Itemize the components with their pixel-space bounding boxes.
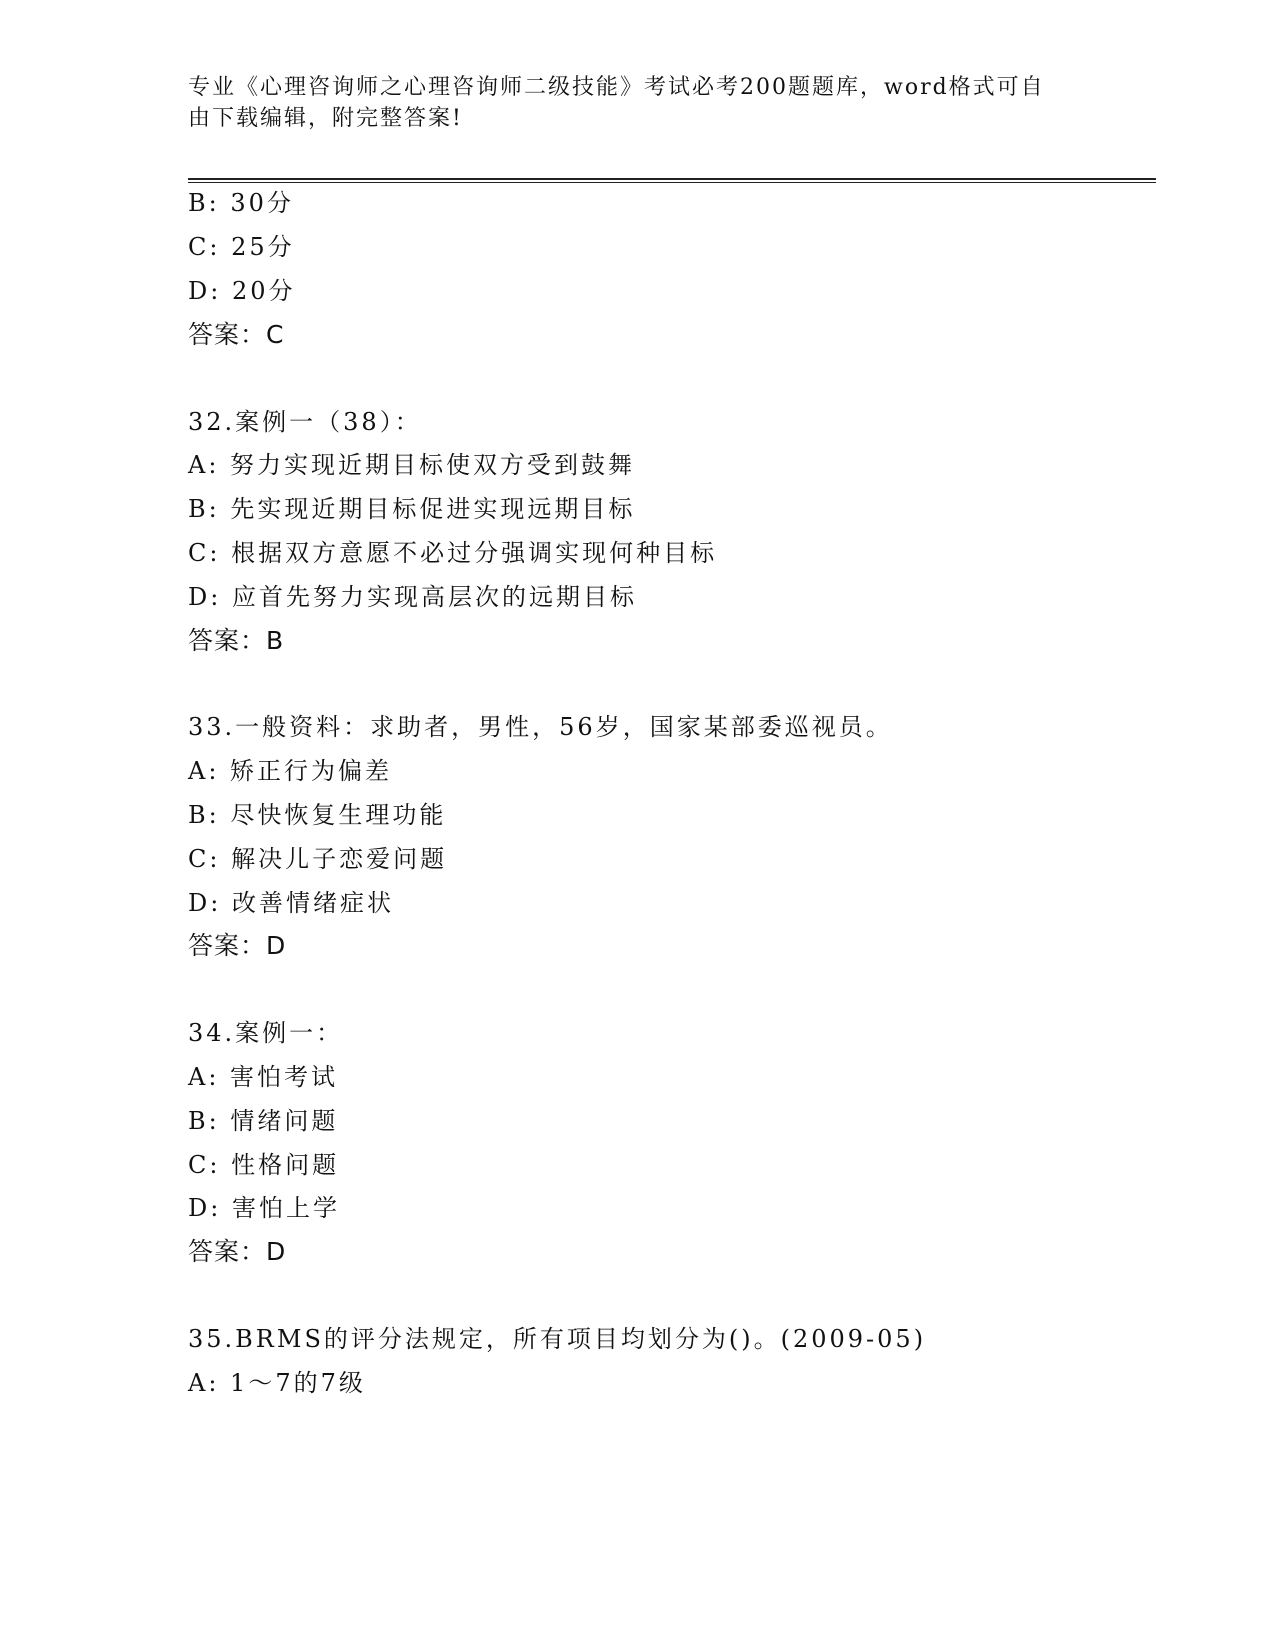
answer-line: 答案：D: [188, 931, 287, 960]
question-33: 33.一般资料：求助者，男性，56岁，国家某部委巡视员。: [188, 713, 893, 741]
option-a: A: 矫正行为偏差: [188, 757, 393, 785]
option-c: C: 性格问题: [188, 1151, 340, 1179]
header-divider: [188, 178, 1156, 183]
option-c: C: 根据双方意愿不必过分强调实现何种目标: [188, 539, 718, 567]
option-b: B: 30分: [188, 189, 294, 217]
document-header: 专业《心理咨询师之心理咨询师二级技能》考试必考200题题库，word格式可自由下载编辑，附完整答案!: [188, 75, 1045, 131]
option-a: A: 1～7的7级: [188, 1369, 366, 1397]
answer-line: 答案：C: [188, 320, 285, 349]
answer-line: 答案：D: [188, 1237, 287, 1266]
question-34: 34.案例一：: [188, 1019, 344, 1047]
option-a: A: 害怕考试: [188, 1063, 339, 1091]
option-a: A: 努力实现近期目标使双方受到鼓舞: [188, 451, 636, 479]
option-b: B: 情绪问题: [188, 1107, 339, 1135]
option-d: D: 害怕上学: [188, 1194, 340, 1222]
option-c: C: 解决儿子恋爱问题: [188, 845, 448, 873]
option-d: D: 20分: [188, 277, 296, 305]
option-d: D: 应首先努力实现高层次的远期目标: [188, 583, 637, 611]
option-c: C: 25分: [188, 233, 295, 261]
question-32: 32.案例一（38）：: [188, 408, 422, 436]
question-35: 35.BRMS的评分法规定，所有项目均划分为()。(2009-05): [188, 1325, 927, 1353]
option-d: D: 改善情绪症状: [188, 889, 394, 917]
option-b: B: 先实现近期目标促进实现远期目标: [188, 495, 636, 523]
option-b: B: 尽快恢复生理功能: [188, 801, 447, 829]
answer-line: 答案：B: [188, 626, 285, 655]
